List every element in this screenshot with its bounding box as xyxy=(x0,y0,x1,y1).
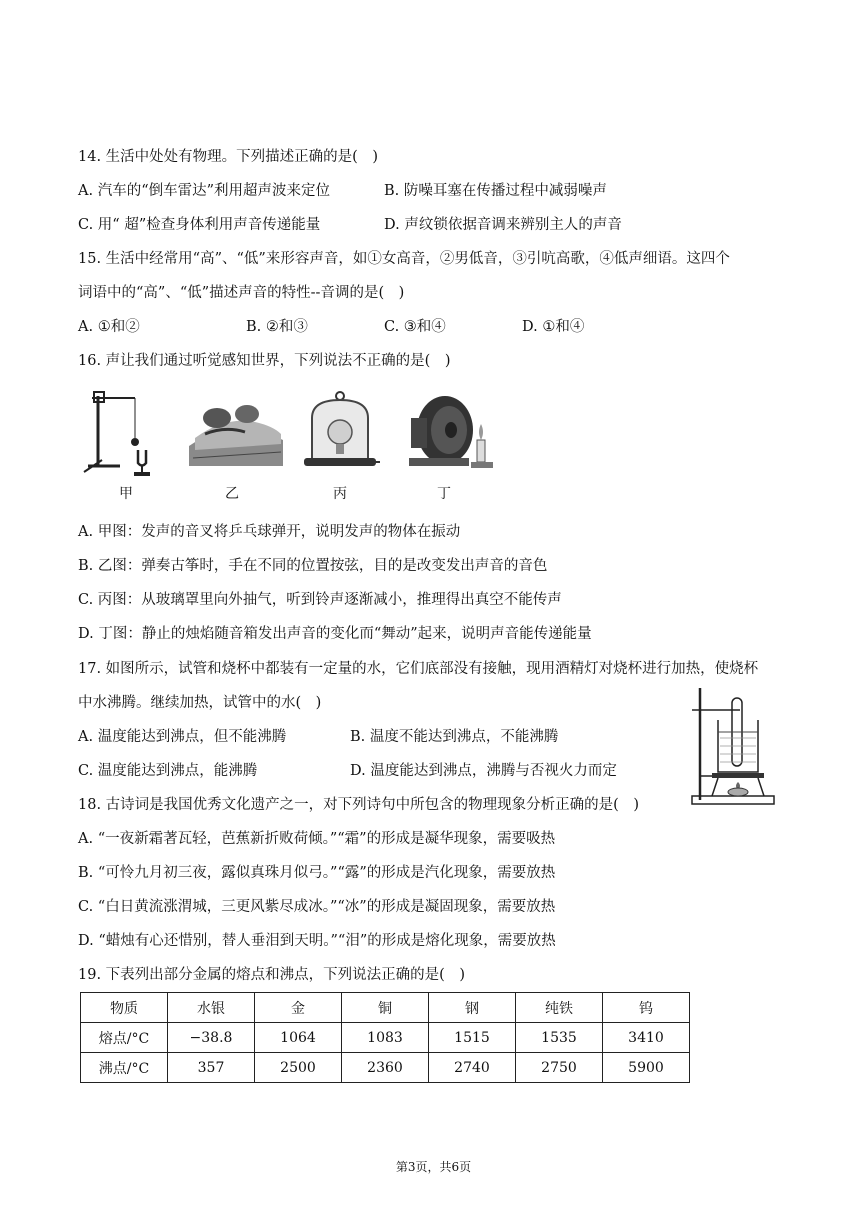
table-cell: 1083 xyxy=(342,1023,429,1053)
page-footer: 第3页，共6页 xyxy=(395,1160,472,1174)
q14-option-d: D. 声纹锁依据音调来辨别主人的声音 xyxy=(384,217,622,233)
q14-options-row1 xyxy=(78,181,607,201)
q17-stem-line1: 17. 如图所示，试管和烧杯中都装有一定量的水，它们底部没有接触，现用酒精灯对烧杯进行加热，使烧杯 xyxy=(78,661,759,677)
table-header-cell: 水银 xyxy=(168,993,255,1023)
q16-option-a: A. 甲图：发声的音叉将乒乓球弹开，说明发声的物体在振动 xyxy=(78,524,461,540)
metal-melting-boiling-table xyxy=(80,992,690,1083)
q15-stem-line1: 15. 生活中经常用“高”、“低”来形容声音，如①女高音，②男低音，③引吭高歌，④低声细语。这四个 xyxy=(78,251,730,267)
table-cell: 1535 xyxy=(516,1023,603,1053)
q17-option-a: A. 温度能达到沸点，但不能沸腾 xyxy=(78,729,287,745)
table-cell: 沸点/°C xyxy=(81,1053,168,1083)
q14-option-b: B. 防噪耳塞在传播过程中减弱噪声 xyxy=(384,183,607,199)
q15-option-d: D. ①和④ xyxy=(522,319,585,335)
q18-option-d: D. “蜡烛有心还惜别，替人垂泪到天明。”“泪”的形成是熔化现象，需要放热 xyxy=(78,933,556,949)
q18-stem: 18. 古诗词是我国优秀文化遗产之一，对下列诗句中所包含的物理现象分析正确的是( ) xyxy=(78,797,639,813)
q19-stem: 19. 下表列出部分金属的熔点和沸点，下列说法正确的是( ) xyxy=(78,967,465,983)
table-cell: 2360 xyxy=(342,1053,429,1083)
speaker-candle-figure xyxy=(405,388,505,473)
table-header-cell: 钢 xyxy=(429,993,516,1023)
fig-label-jia: 甲 xyxy=(119,486,133,502)
q14-option-a: A. 汽车的“倒车雷达”利用超声波来定位 xyxy=(78,183,331,199)
table-header-cell: 金 xyxy=(255,993,342,1023)
fig-label-yi: 乙 xyxy=(225,486,239,502)
fig-label-ding: 丁 xyxy=(437,486,451,502)
table-cell: 1064 xyxy=(255,1023,342,1053)
boiling-apparatus-figure xyxy=(688,688,778,813)
q18-option-b: B. “可怜九月初三夜，露似真珠月似弓。”“露”的形成是汽化现象，需要放热 xyxy=(78,865,556,881)
q18-option-a: A. “一夜新霜著瓦轻，芭蕉新折败荷倾。”“霜”的形成是凝华现象，需要吸热 xyxy=(78,831,556,847)
q17-stem-line2: 中水沸腾。继续加热，试管中的水( ) xyxy=(78,695,322,711)
q17-option-c: C. 温度能达到沸点，能沸腾 xyxy=(78,763,258,779)
table-cell: 熔点/°C xyxy=(81,1023,168,1053)
q17-options-row1 xyxy=(78,727,558,747)
q15-option-b: B. ②和③ xyxy=(246,319,308,335)
table-cell: 2740 xyxy=(429,1053,516,1083)
q16-option-d: D. 丁图：静止的烛焰随音箱发出声音的变化而“舞动”起来，说明声音能传递能量 xyxy=(78,626,592,642)
table-header-cell: 物质 xyxy=(81,993,168,1023)
table-cell: 3410 xyxy=(603,1023,690,1053)
q15-option-a: A. ①和② xyxy=(78,319,140,335)
table-row xyxy=(81,1023,690,1053)
q18-option-c: C. “白日黄流涨渭城，三更风紫尽成冰。”“冰”的形成是凝固现象，需要放热 xyxy=(78,899,556,915)
table-cell: −38.8 xyxy=(168,1023,255,1053)
q16-option-b: B. 乙图：弹奏古筝时，手在不同的位置按弦，目的是改变发出声音的音色 xyxy=(78,558,548,574)
q16-option-c: C. 丙图：从玻璃罩里向外抽气，听到铃声逐渐减小，推理得出真空不能传声 xyxy=(78,592,562,608)
table-cell: 357 xyxy=(168,1053,255,1083)
tuning-fork-figure xyxy=(80,388,160,478)
q16-stem: 16. 声让我们通过听觉感知世界，下列说法不正确的是( ) xyxy=(78,353,451,369)
q14-stem: 14. 生活中处处有物理。下列描述正确的是( ) xyxy=(78,149,378,165)
table-header-row xyxy=(81,993,690,1023)
q17-option-b: B. 温度不能达到沸点，不能沸腾 xyxy=(350,729,559,745)
q14-options-row2 xyxy=(78,215,622,235)
q16-figures xyxy=(80,388,520,508)
fig-label-bing: 丙 xyxy=(333,486,347,502)
q14-option-c: C. 用“ 超”检查身体利用声音传递能量 xyxy=(78,217,321,233)
q15-options xyxy=(78,317,584,337)
table-cell: 1515 xyxy=(429,1023,516,1053)
table-cell: 2500 xyxy=(255,1053,342,1083)
table-cell: 5900 xyxy=(603,1053,690,1083)
q15-stem-line2: 词语中的“高”、“低”描述声音的特性--音调的是( ) xyxy=(78,285,405,301)
q17-option-d: D. 温度能达到沸点，沸腾与否视火力而定 xyxy=(350,763,617,779)
table-row xyxy=(81,1053,690,1083)
table-header-cell: 钨 xyxy=(603,993,690,1023)
q17-options-row2 xyxy=(78,761,617,781)
table-cell: 2750 xyxy=(516,1053,603,1083)
q15-option-c: C. ③和④ xyxy=(384,319,446,335)
guzheng-figure xyxy=(185,388,285,473)
bell-jar-figure xyxy=(300,388,380,478)
table-header-cell: 铜 xyxy=(342,993,429,1023)
table-header-cell: 纯铁 xyxy=(516,993,603,1023)
